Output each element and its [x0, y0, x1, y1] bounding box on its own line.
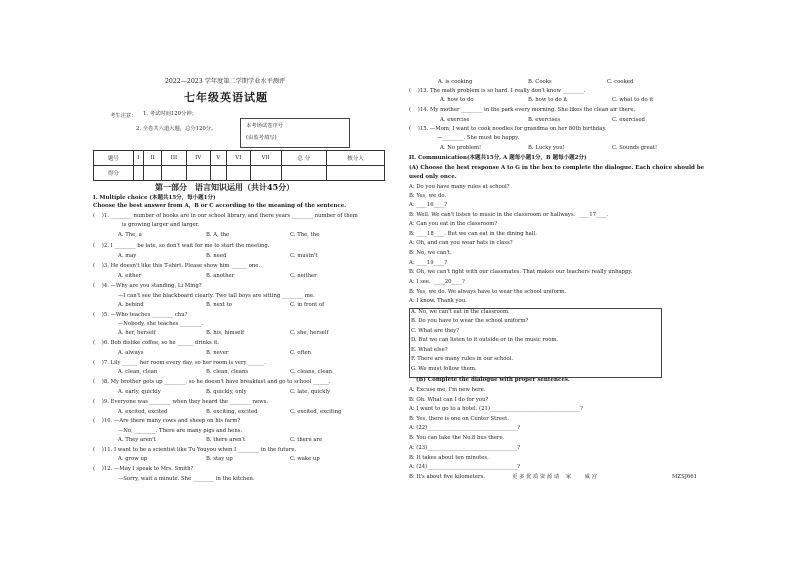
- dialogue-line: A: I know. Thank you.: [409, 298, 467, 304]
- answer-line-24[interactable]: A: (24)__________________________________?: [409, 464, 521, 470]
- option-c[interactable]: C. in front of: [290, 302, 325, 308]
- score-header: VII: [250, 151, 281, 166]
- question-stem-cont: is growing larger and larger.: [122, 222, 200, 228]
- question-stem: ( )13. The math problem is so hard. I really don't know ________.: [409, 88, 586, 94]
- option-a[interactable]: A. how to do: [440, 97, 474, 103]
- score-row-label: 得分: [94, 166, 134, 181]
- option-b[interactable]: B. exercises: [528, 117, 561, 123]
- question-stem: ( )14. My mother ________ in the park every morning. She likes the clean air there.: [409, 107, 636, 113]
- option-c[interactable]: C. often: [290, 350, 312, 356]
- note-1: 1. 考试时间120分钟；: [143, 111, 197, 117]
- dialogue-line: B: No, we can't.: [409, 250, 452, 256]
- question-stem-cont: —I can't see the blackboard clearly. Two tall boys are sitting ________ me.: [118, 293, 315, 299]
- box-option: G. We must follow them.: [411, 366, 477, 372]
- option-a[interactable]: A. her, herself: [118, 330, 156, 336]
- option-b[interactable]: B. another: [206, 273, 235, 279]
- answer-line-21[interactable]: A: I want to go to a hotel. (21)__________________________________?: [409, 406, 583, 412]
- score-header: III: [161, 151, 186, 166]
- option-a[interactable]: A. clean, clean: [118, 369, 158, 375]
- section2a-instruction: (A) Choose the best response A to G in the box to complete the dialogue. Each choice should be: [409, 165, 705, 171]
- question-stem: ( )9. Everyone was ________ when they heard the ________ news.: [93, 399, 269, 405]
- dialogue-line: B: Well. We can't listen to music in the classroom or hallways. ____17____.: [409, 212, 609, 218]
- question-stem: ( )1. ________ number of books are in our school library, and there years ________ number of them: [93, 213, 358, 219]
- question-stem-cont: —Sorry, wait a minute. She ________ in the kitchen.: [118, 476, 255, 482]
- score-cell[interactable]: [281, 166, 326, 181]
- option-c[interactable]: C. late, quickly: [290, 389, 331, 395]
- score-cell[interactable]: [210, 166, 226, 181]
- option-c[interactable]: C. The, the: [290, 232, 320, 238]
- exam-year-title: 2022—2023 学年度第二学期学业水平测评: [165, 78, 286, 85]
- score-cell[interactable]: [227, 166, 251, 181]
- option-c[interactable]: C. exercised: [612, 117, 645, 123]
- section1-heading: I. Multiple choice (本题共15分，每小题1分): [93, 195, 216, 201]
- dialogue-line: A: Can you eat in the classroom?: [409, 221, 498, 227]
- option-b[interactable]: B. how to do it: [528, 97, 568, 103]
- question-stem: ( )12. —May I speak to Mrs. Smith?: [93, 466, 194, 472]
- option-c[interactable]: C. cleans, clean: [290, 369, 333, 375]
- option-c[interactable]: C. there are: [290, 437, 323, 443]
- score-header: V: [210, 151, 226, 166]
- score-cell[interactable]: [186, 166, 210, 181]
- score-cell[interactable]: [161, 166, 186, 181]
- option-a[interactable]: A. either: [118, 273, 142, 279]
- option-a[interactable]: A. grow up: [118, 456, 148, 462]
- option-a[interactable]: A. behind: [118, 302, 144, 308]
- score-header: 核分人: [327, 151, 385, 166]
- dialogue-line: B: You can take the No.8 bus there.: [409, 435, 505, 441]
- option-b[interactable]: B. clean, cleans: [206, 369, 249, 375]
- dialogue-line: B: ____18____. But we can eat in the dining hall.: [409, 231, 537, 237]
- box-option: F. There are many rules in our school.: [411, 356, 514, 362]
- option-c[interactable]: C. mustn't: [290, 253, 318, 259]
- dialogue-line: A: Excuse me, I'm new here.: [409, 387, 486, 393]
- question-stem: ( )7. Lily ______ her room every day, so her room is very ______.: [93, 360, 266, 366]
- question-stem: ( )4. —Why are you standing, Li Ming?: [93, 283, 202, 289]
- score-header: II: [144, 151, 162, 166]
- dialogue-line: A: I see. ____20____?: [409, 279, 465, 285]
- option-a[interactable]: A. exercise: [440, 117, 470, 123]
- option-b[interactable]: B. never: [206, 350, 229, 356]
- question-stem: ( )10. —Are there many cows and sheep on his farm?: [93, 418, 241, 424]
- score-header: 总 分: [281, 151, 326, 166]
- seat-sub: (由监考填写): [246, 135, 277, 141]
- dialogue-line: B: Yes, we do.: [409, 193, 447, 199]
- section1-instruction: Choose the best answer from A，B or C according to the meaning of the sentence.: [93, 203, 347, 209]
- footer-watermark: 更 多 优 质 资 源 请 家 威 宫: [512, 474, 597, 480]
- box-option: D. But we can listen to it outside or in the music room.: [411, 337, 559, 343]
- score-header: VI: [227, 151, 251, 166]
- dialogue-line: A: Do you have many rules at school?: [409, 184, 510, 190]
- question-stem-cont: —No, ________. There are many pigs and hens.: [118, 428, 243, 434]
- box-option: C. What are they?: [411, 328, 460, 334]
- question-stem-cont: —Nobody, she teaches ________.: [118, 321, 203, 327]
- box-option: B. Do you have to wear the school uniform?: [411, 318, 529, 324]
- note-2: 2. 全卷共六道大题，总分120分。: [136, 126, 217, 132]
- dialogue-line: B: Oh. What can I do for you?: [409, 397, 489, 403]
- dialogue-line: A: ____16____?: [409, 202, 448, 208]
- option-c[interactable]: C. cooked: [607, 79, 634, 85]
- part1-heading: 第一部分 语言知识运用（共计45分）: [155, 182, 295, 192]
- option-c[interactable]: C. she, herself: [290, 330, 329, 336]
- option-b[interactable]: B. Lucky you!: [528, 145, 565, 151]
- question-stem: ( )8. My brother gets up ________, so he doesn't have breakfast and go to school ______.: [93, 379, 331, 385]
- option-b[interactable]: B. A, the: [206, 232, 230, 238]
- option-b[interactable]: B. Cooks: [528, 79, 552, 85]
- footer-code: MZSJ661: [672, 474, 697, 480]
- option-c[interactable]: C. Sounds great!: [612, 145, 658, 151]
- option-a[interactable]: A. The, a: [118, 232, 142, 238]
- option-b[interactable]: B. exciting, excited: [206, 409, 258, 415]
- score-cell[interactable]: [250, 166, 281, 181]
- section2b-instruction: (B) Complete the dialogue with proper sentences.: [416, 377, 570, 383]
- score-header: I: [133, 151, 144, 166]
- dialogue-line: A: ____19____?: [409, 260, 448, 266]
- section2-heading: II. Communication(本题共15分, A 题每小题1分，B 题每小题2分): [409, 155, 587, 161]
- option-b[interactable]: B. his, himself: [206, 330, 245, 336]
- question-stem: ( )5. —Who teaches ________ chu?: [93, 312, 188, 318]
- dialogue-line: B: Oh, we can't fight with our classmates. That makes our teachers really unhappy.: [409, 269, 633, 275]
- dialogue-line: A: Oh, and can you wear hats in class?: [409, 240, 513, 246]
- seat-label: 本考场试卷序号: [246, 123, 284, 129]
- box-option: A. No, we can't eat in the classroom.: [411, 309, 510, 315]
- option-b[interactable]: B. next to: [206, 302, 232, 308]
- question-stem-cont: —________. She must be happy.: [437, 135, 520, 141]
- score-header: 题号: [94, 151, 134, 166]
- option-a[interactable]: A. always: [118, 350, 144, 356]
- dialogue-line: B: It's about five kilometers.: [409, 474, 485, 480]
- score-cell[interactable]: [327, 166, 385, 181]
- option-c[interactable]: C. neither: [290, 273, 317, 279]
- question-stem: ( )2. I ________ be late, so don't wait for me to start the meeting.: [93, 243, 270, 249]
- option-a[interactable]: A. is cooking: [438, 79, 473, 85]
- option-b[interactable]: B. stay up: [206, 456, 233, 462]
- option-a[interactable]: A. No problem!: [440, 145, 482, 151]
- option-c[interactable]: C. what to do it: [612, 97, 654, 103]
- note-label: 考生注意：: [110, 113, 137, 119]
- section2a-instruction-cont: used only once.: [409, 174, 457, 180]
- dialogue-line: B: Yes, there is one on Center Street.: [409, 416, 509, 422]
- question-stem: ( )3. He doesn't like this T-shirt. Please show him ______ one.: [93, 263, 261, 269]
- score-cell[interactable]: [144, 166, 162, 181]
- question-stem: ( )6. Bob dislike coffee, so he ______ drinks it.: [93, 340, 220, 346]
- dialogue-line: B: Yes, we do. We always have to wear the school uniform.: [409, 289, 567, 295]
- score-cell[interactable]: [133, 166, 144, 181]
- option-b[interactable]: B. quickly, only: [206, 389, 247, 395]
- option-a[interactable]: A. may: [118, 253, 137, 259]
- score-header: IV: [186, 151, 210, 166]
- option-b[interactable]: B. there aren't: [206, 437, 246, 443]
- answer-line-22[interactable]: A: (22)__________________________________?: [409, 425, 521, 431]
- option-a[interactable]: A. early, quickly: [118, 389, 161, 395]
- box-option: E. What else?: [411, 347, 448, 353]
- option-a[interactable]: A. They aren't: [118, 437, 156, 443]
- dialogue-line: B: It takes about ten minutes.: [409, 455, 489, 461]
- answer-line-23[interactable]: A: (23)__________________________________?: [409, 445, 521, 451]
- question-stem: ( )15. —Mom, I want to cook noodles for grandma on her 80th birthday.: [409, 126, 607, 132]
- option-a[interactable]: A. excited, excited: [118, 409, 168, 415]
- option-c[interactable]: C. wake up: [290, 456, 320, 462]
- score-table: [93, 150, 385, 181]
- exam-main-title: 七年级英语试题: [184, 91, 268, 104]
- option-b[interactable]: B. need: [206, 253, 227, 259]
- option-c[interactable]: C. excited, exciting: [290, 409, 342, 415]
- question-stem: ( )11. I want to be a scientist like Tu Youyou when I ________ in the future.: [93, 447, 297, 453]
